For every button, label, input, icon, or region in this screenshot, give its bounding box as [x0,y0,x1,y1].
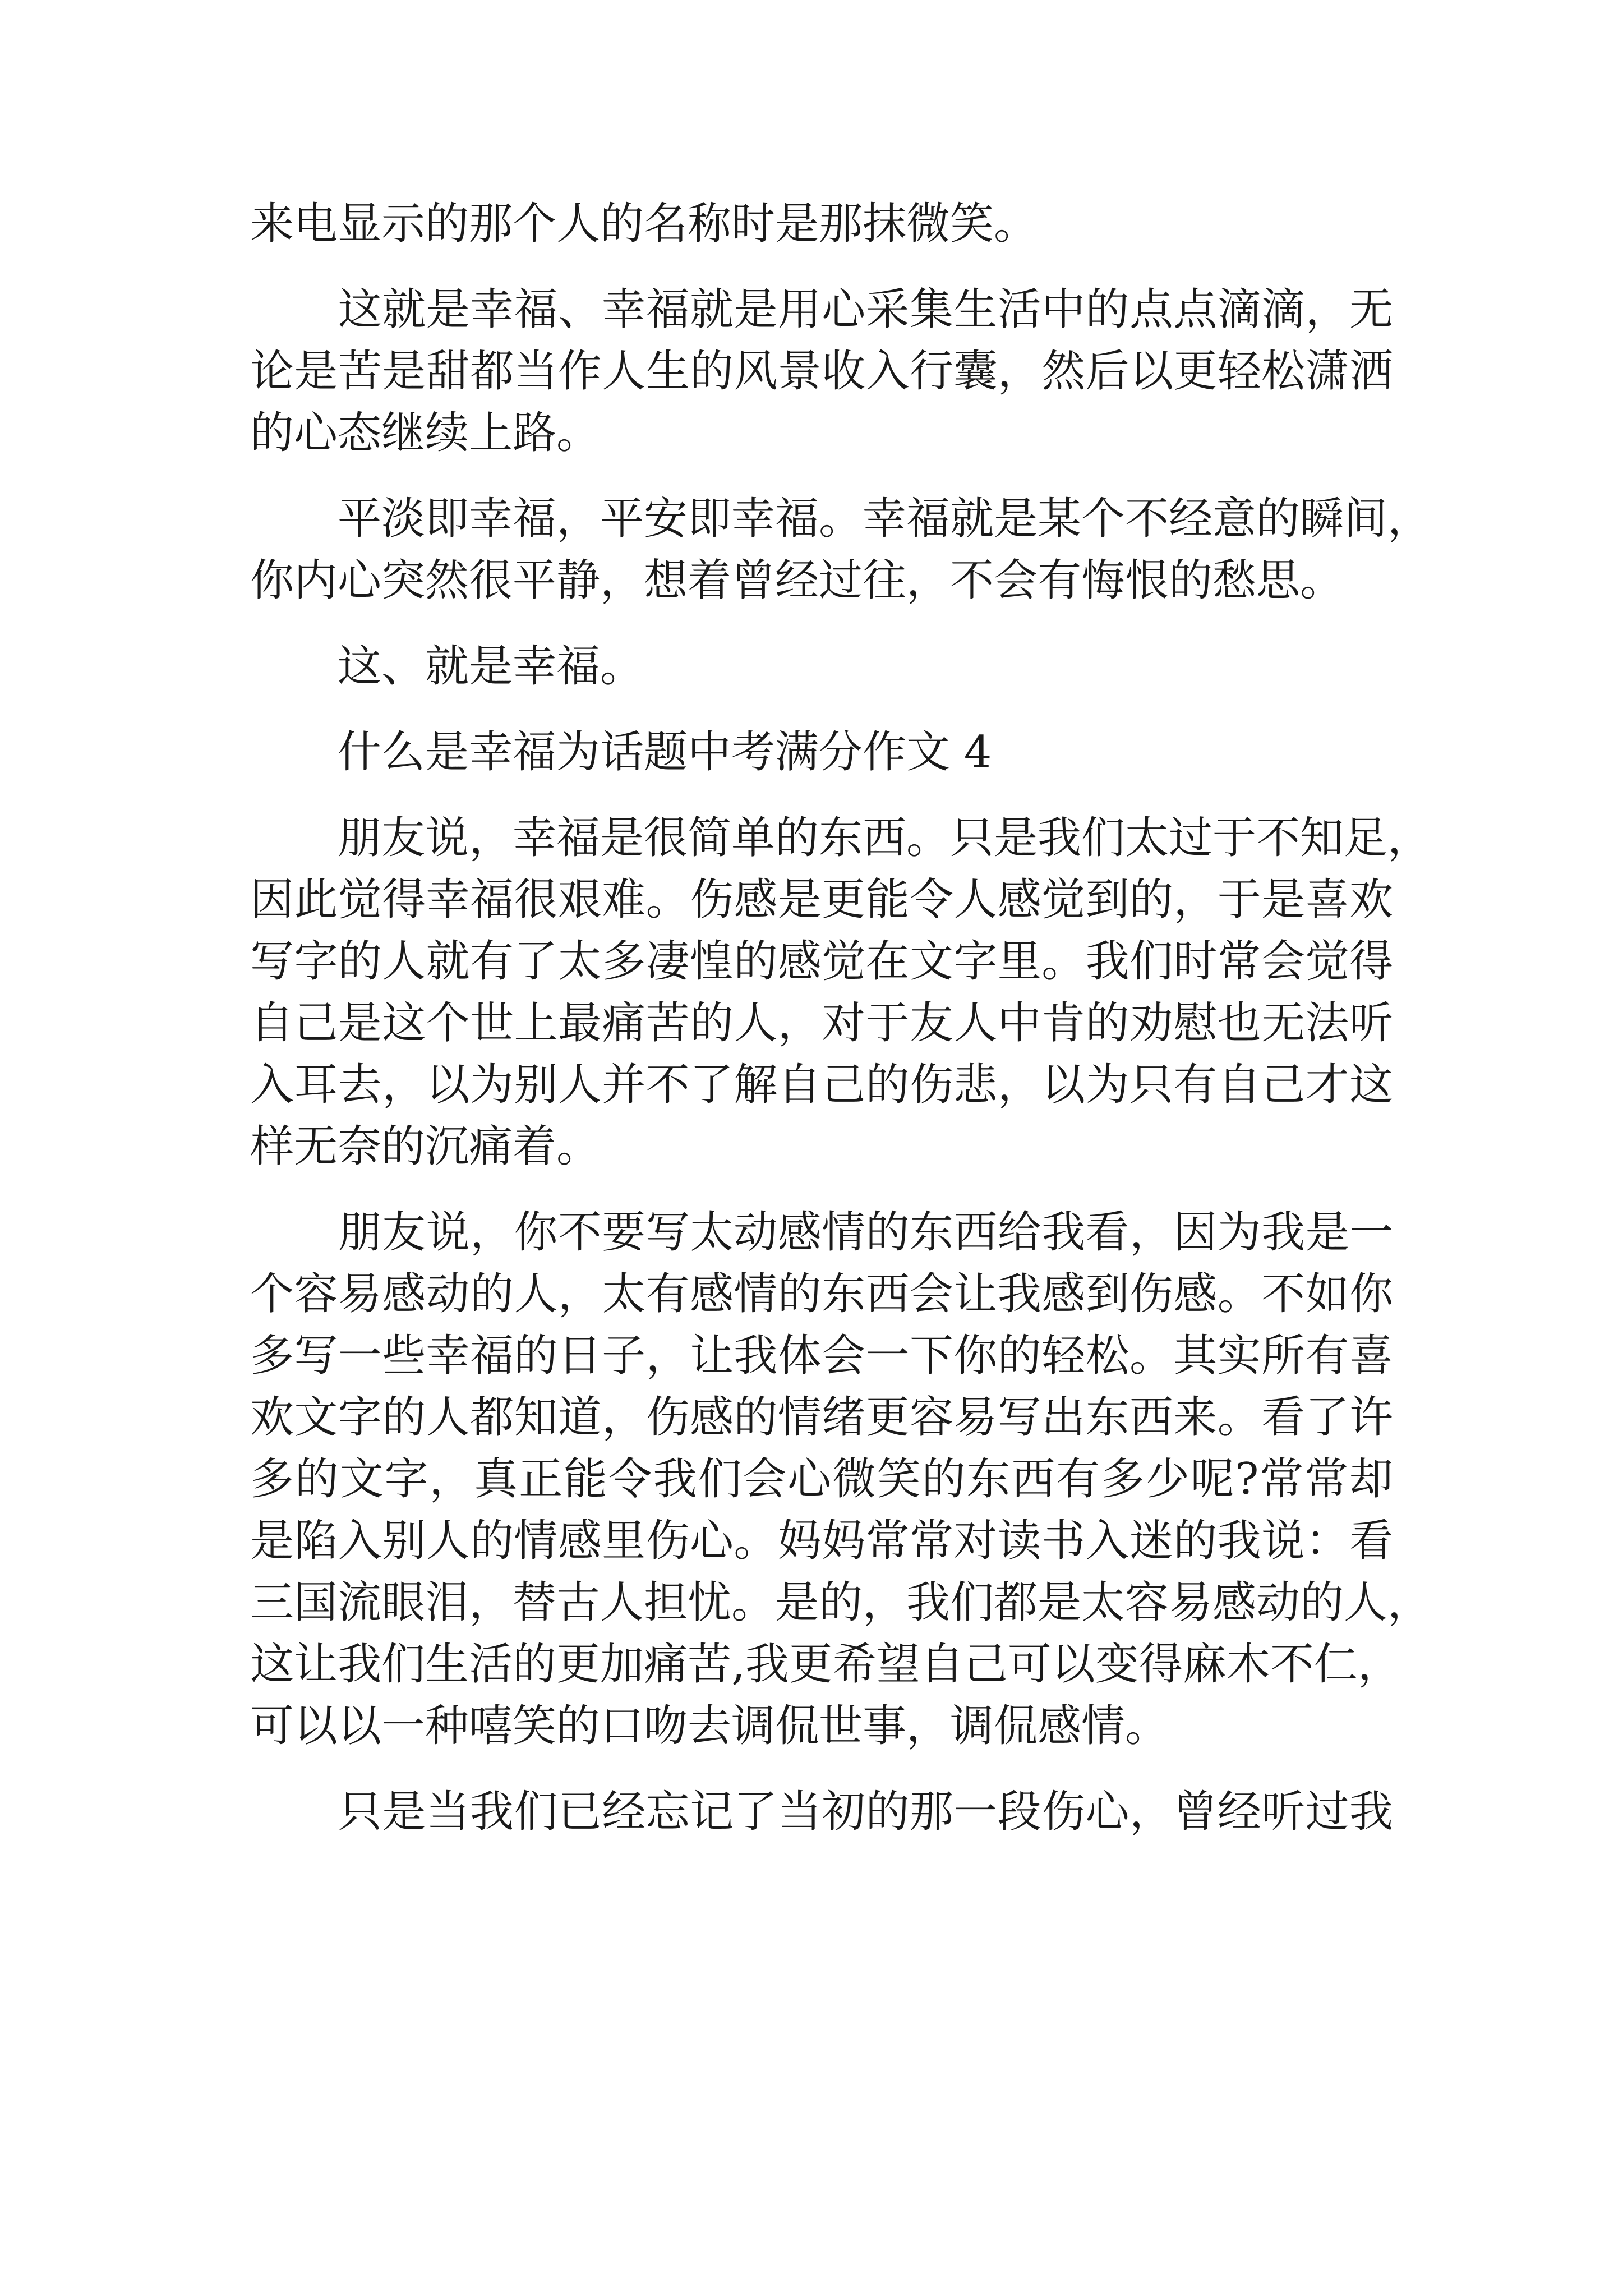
text-line: 论是苦是甜都当作人生的风景收入行囊，然后以更轻松潇洒 [250,346,1393,397]
text-line: 入耳去，以为别人并不了解自己的伤悲，以为只有自己才这 [250,1060,1393,1110]
section-heading [250,721,1393,783]
text-line: 平淡即幸福，平安即幸福。幸福就是某个不经意的瞬间， [250,494,1432,544]
document-page [250,193,1432,1843]
text-line: 可以以一种嘻笑的口吻去调侃世事，调侃感情。 [250,1701,1169,1751]
text-line: 朋友说，幸福是很简单的东西。只是我们太过于不知足， [250,813,1432,863]
text-line: 因此觉得幸福很艰难。伤感是更能令人感觉到的，于是喜欢 [250,875,1393,925]
text-line: 你内心突然很平静，想着曾经过往，不会有悔恨的愁思。 [250,555,1344,606]
text-line: 三国流眼泪，替古人担忧。是的，我们都是太容易感动的人， [250,1577,1432,1628]
paragraph [250,279,1393,464]
text-line: 多的文字，真正能令我们会心微笑的东西有多少呢?常常却 [250,1454,1393,1504]
text-line: 来电显示的那个人的名称时是那抹微笑。 [250,199,1038,249]
paragraph [250,1202,1432,1757]
text-line: 多写一些幸福的日子，让我体会一下你的轻松。其实所有喜 [250,1331,1393,1381]
text-line: 写字的人就有了太多凄惶的感觉在文字里。我们时常会觉得 [250,936,1393,987]
paragraph [250,807,1432,1177]
text-line: 朋友说，你不要写太动感情的东西给我看，因为我是一 [250,1207,1393,1258]
paragraph [250,1781,1393,1843]
paragraph [250,636,1393,697]
text-line: 欢文字的人都知道，伤感的情绪更容易写出东西来。看了许 [250,1392,1393,1443]
text-line: 的心态继续上路。 [250,408,601,458]
heading-line: 什么是幸福为话题中考满分作文 4 [250,727,992,777]
text-line: 个容易感动的人，太有感情的东西会让我感到伤感。不如你 [250,1269,1393,1319]
text-line: 这、就是幸福。 [250,641,644,692]
text-line: 只是当我们已经忘记了当初的那一段伤心，曾经听过我 [250,1787,1393,1837]
paragraph [250,193,1393,255]
text-line: 这让我们生活的更加痛苦,我更希望自己可以变得麻木不仁， [250,1639,1401,1690]
text-line: 样无奈的沉痛着。 [250,1121,601,1172]
paragraph [250,488,1432,611]
text-line: 自己是这个世上最痛苦的人，对于友人中肯的劝慰也无法听 [250,998,1393,1048]
text-line: 这就是幸福、幸福就是用心采集生活中的点点滴滴，无 [250,284,1393,335]
text-line: 是陷入别人的情感里伤心。妈妈常常对读书入迷的我说：看 [250,1516,1393,1566]
